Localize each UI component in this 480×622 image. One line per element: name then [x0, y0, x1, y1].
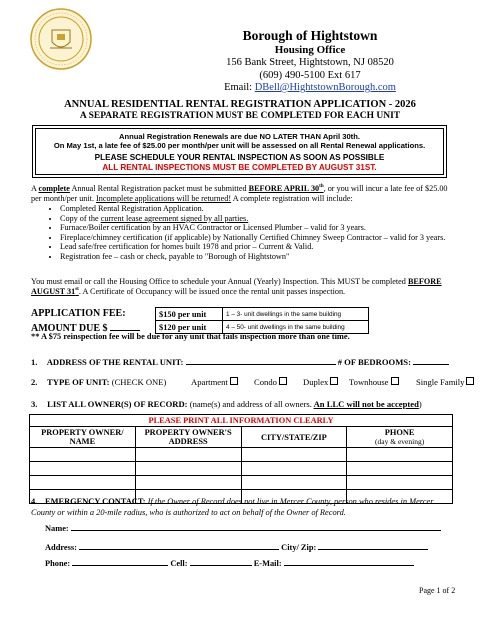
rental-address-field[interactable]: [186, 356, 336, 365]
intro-deadline: [249, 184, 324, 193]
option-single-family[interactable]: [416, 377, 474, 387]
table-row: [156, 308, 369, 321]
table-cell[interactable]: [30, 476, 136, 490]
column-header-phone: [347, 427, 453, 448]
emergency-phone-row: [45, 557, 414, 568]
city-zip-field[interactable]: [318, 541, 428, 550]
intro-text: Annual Rental Registration packet must be submitted: [69, 184, 249, 193]
list-item: • Completed Rental Registration Application.: [60, 204, 480, 214]
emergency-address-row: [45, 541, 428, 552]
schedule-deadline-sup: st: [75, 287, 79, 292]
option-label: Duplex: [303, 377, 329, 387]
notice-due-date: Annual Registration Renewals are due NO LATER THAN April 30th.: [119, 132, 360, 141]
schedule-deadline-text: BEFORE AUGUST 31: [31, 277, 442, 296]
table-row: [30, 476, 453, 490]
reinspection-note: ** A $75 reinspection fee will be due for any unit that fails inspection more than one time.: [31, 332, 350, 341]
bedrooms-label: # OF BEDROOMS:: [337, 357, 411, 367]
rental-address-label: ADDRESS OF THE RENTAL UNIT:: [46, 357, 184, 367]
office-address: 156 Bank Street, Hightstown, NJ 08520: [226, 57, 394, 68]
owners-hint-close: ): [418, 399, 422, 409]
table-cell[interactable]: [347, 462, 453, 476]
name-field[interactable]: [71, 522, 441, 531]
checkbox[interactable]: [466, 377, 474, 385]
amount-due-field[interactable]: [110, 322, 140, 331]
intro-text: A complete registration will include:: [231, 194, 353, 203]
list-item: • Lead safe/free certification for homes built 1978 and prior – Current & Valid.: [60, 242, 480, 252]
fee-amount: $150 per unit: [156, 308, 223, 321]
office-phone: (609) 490-5100 Ext 617: [259, 70, 361, 81]
emergency-contact-paragraph: [31, 496, 455, 518]
table-row: [30, 415, 453, 427]
unit-type-label: TYPE OF UNIT:: [47, 377, 110, 387]
fee-description: 4 – 50- unit dwellings in the same building: [223, 321, 369, 334]
lease-requirement: current lease agreement signed by all parties.: [100, 213, 249, 223]
table-cell[interactable]: [241, 476, 347, 490]
column-header: PROPERTY OWNER'S ADDRESS: [135, 427, 241, 448]
email-link[interactable]: DBell@HightstownBorough.com: [254, 82, 396, 93]
emergency-contact-label: EMERGENCY CONTACT:: [45, 497, 146, 506]
checkbox[interactable]: [391, 377, 399, 385]
unit-type-row: [31, 377, 166, 387]
notice-box: [32, 125, 447, 178]
table-row: [30, 448, 453, 462]
intro-deadline-sup: th: [319, 184, 324, 189]
notice-schedule: PLEASE SCHEDULE YOUR RENTAL INSPECTION AS SOON AS POSSIBLE: [94, 153, 385, 162]
column-header: PROPERTY OWNER/ NAME: [30, 427, 136, 448]
intro-paragraph: [31, 184, 456, 204]
owners-label: LIST ALL OWNER(S) OF RECORD:: [47, 399, 188, 409]
schedule-text: You must email or call the Housing Office to schedule your Annual (Yearly) Inspection. This MUST be completed: [31, 277, 408, 286]
email-label: Email:: [224, 82, 253, 93]
table-header-row: [30, 427, 453, 448]
option-label: Townhouse: [349, 377, 389, 387]
option-duplex[interactable]: [303, 377, 338, 387]
option-apartment[interactable]: [191, 377, 238, 387]
office-email-line: [160, 82, 460, 93]
list-item: • Copy of the current lease agreement signed by all parties.: [60, 214, 480, 224]
schedule-text: . A Certificate of Occupancy will be issued once the rental unit passes inspection.: [78, 287, 346, 296]
owners-hint: (name(s) and address of all owners.: [189, 399, 312, 409]
fee-description: 1 – 3- unit dwellings in the same building: [223, 308, 369, 321]
borough-seal-logo: [30, 8, 92, 70]
intro-deadline-text: BEFORE APRIL 30: [248, 184, 320, 193]
fee-table: [155, 307, 369, 334]
table-cell[interactable]: [347, 448, 453, 462]
intro-incomplete-warning: Incomplete applications will be returned!: [96, 194, 232, 203]
email-label: E-Mail:: [253, 559, 282, 568]
borough-title: Borough of Hightstown: [242, 28, 378, 43]
rental-address-row: [31, 356, 449, 367]
amount-due-label: AMOUNT DUE $: [31, 323, 108, 334]
notice-deadline: ALL RENTAL INSPECTIONS MUST BE COMPLETED BY AUGUST 31ST.: [102, 163, 377, 172]
option-label: Condo: [254, 377, 277, 387]
notice-late-fee: On May 1st, a late fee of $25.00 per month/per unit will be assessed on all Rental Renewal applications.: [53, 141, 426, 150]
address-field[interactable]: [79, 541, 279, 550]
table-cell[interactable]: [241, 462, 347, 476]
list-item: • Registration fee – cash or check, payable to "Borough of Hightstown": [60, 252, 480, 262]
question-number: 4.: [31, 497, 38, 506]
table-cell[interactable]: [135, 476, 241, 490]
llc-warning: An LLC will not be accepted: [313, 399, 419, 409]
cell-label: Cell:: [170, 559, 188, 568]
form-title: ANNUAL RESIDENTIAL RENTAL REGISTRATION APPLICATION - 2026: [64, 99, 416, 110]
fee-amount: $120 per unit: [156, 321, 223, 334]
application-fee-label: APPLICATION FEE:: [31, 308, 126, 319]
office-name: Housing Office: [274, 44, 346, 56]
list-item: • Furnace/Boiler certification by an HVAC Contractor or Licensed Plumber – valid for 3 years.: [60, 223, 480, 233]
unit-type-hint: (CHECK ONE): [111, 377, 167, 387]
checkbox[interactable]: [230, 377, 238, 385]
emergency-name-row: [45, 522, 441, 533]
table-cell[interactable]: [241, 448, 347, 462]
emergency-contact-instructions: If the Owner of Record does not live in Mercer County, person who resides in Mercer County or within a 20-mile radius, who is authorized to act on behalf of the Owner of Record.: [31, 497, 434, 517]
table-cell[interactable]: [30, 448, 136, 462]
intro-complete: complete: [38, 184, 70, 193]
column-header: PHONE: [384, 428, 415, 437]
owners-table: [29, 414, 453, 504]
table-row: [30, 462, 453, 476]
checkbox[interactable]: [330, 377, 338, 385]
print-clearly-banner: PLEASE PRINT ALL INFORMATION CLEARLY: [30, 415, 453, 427]
form-subtitle: A SEPARATE REGISTRATION MUST BE COMPLETED FOR EACH UNIT: [79, 111, 401, 121]
question-number: 1.: [31, 357, 38, 367]
list-item: • Fireplace/chimney certification (if applicable) by Nationally Certified Chimney Sweep Contractor – valid for 3 years.: [60, 233, 480, 243]
email-field[interactable]: [284, 557, 414, 566]
intro-text: , or you will incur a late fee of $25.00 per month/per unit.: [31, 184, 448, 203]
table-cell[interactable]: [135, 448, 241, 462]
phone-label: Phone:: [45, 559, 71, 568]
name-label: Name:: [45, 524, 69, 533]
table-cell[interactable]: [347, 476, 453, 490]
intro-text: A: [31, 184, 39, 193]
owners-row: [31, 399, 422, 409]
table-cell[interactable]: [30, 462, 136, 476]
column-subheader: (day & evening): [375, 437, 425, 446]
option-townhouse[interactable]: [349, 377, 399, 387]
requirements-list: [31, 204, 480, 262]
option-label: Single Family: [416, 377, 465, 387]
question-number: 2.: [31, 377, 38, 387]
table-cell[interactable]: [135, 462, 241, 476]
bedrooms-field[interactable]: [413, 356, 449, 365]
phone-field[interactable]: [72, 557, 168, 566]
column-header: CITY/STATE/ZIP: [241, 427, 347, 448]
option-label: Apartment: [191, 377, 228, 387]
question-number: 3.: [31, 399, 38, 409]
checkbox[interactable]: [279, 377, 287, 385]
schedule-paragraph: [31, 277, 456, 297]
city-zip-label: City/ Zip:: [281, 543, 317, 552]
cell-field[interactable]: [190, 557, 252, 566]
option-condo[interactable]: [254, 377, 287, 387]
address-label: Address:: [45, 543, 77, 552]
page-number: Page 1 of 2: [419, 586, 456, 595]
